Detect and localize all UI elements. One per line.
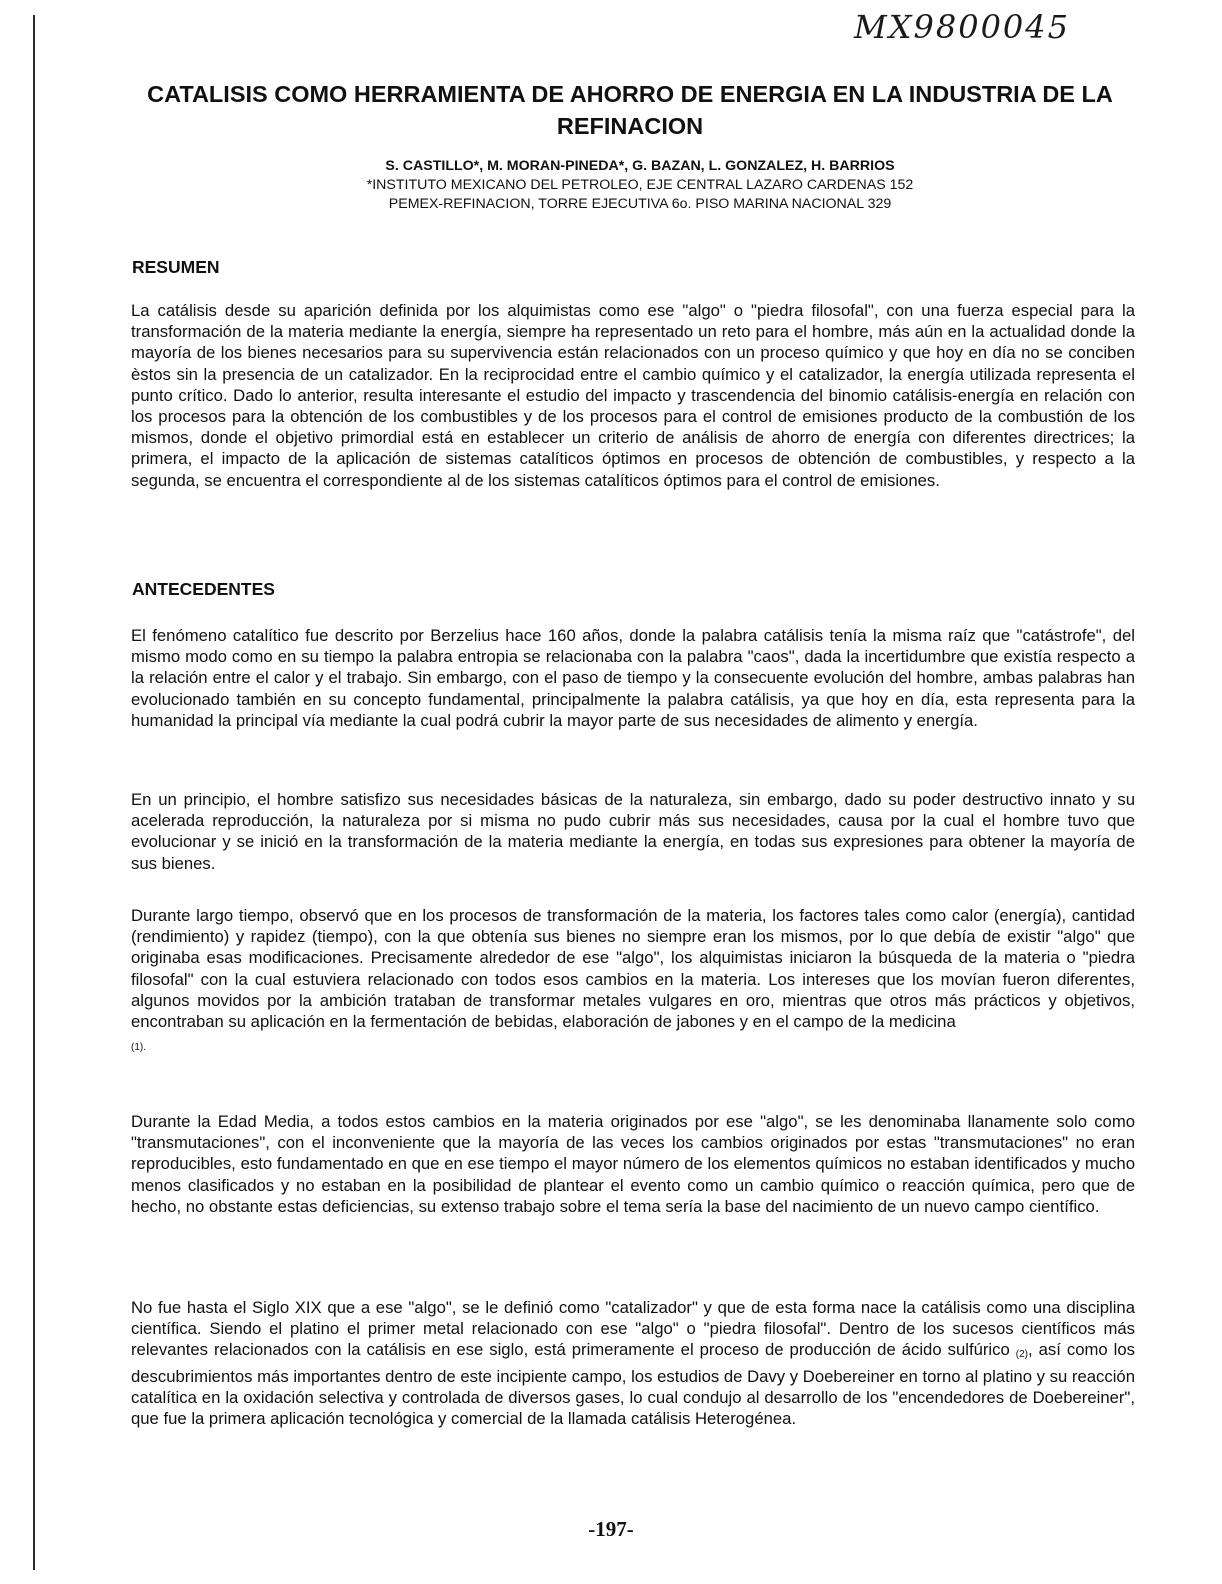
paragraph-text: , así como los descubrimientos más importantes dentro de este incipiente campo, los estudios de Davy y Doebereiner en torno al platino y su reacción catalítica en la oxidación selectiva y controlada de diversos gases, lo cual condujo al desarrollo de los "encendedores de Doebereiner", que fue la primera aplicación tecnológica y comercial de la llamada catálisis Heterogénea. xyxy=(131,1340,1136,1429)
author-names: S. CASTILLO*, M. MORAN-PINEDA*, G. BAZAN, L. GONZALEZ, H. BARRIOS xyxy=(385,158,895,174)
body-paragraph xyxy=(131,1297,1135,1429)
paragraph-text: Durante largo tiempo, observó que en los procesos de transformación de la materia, los factores tales como calor (energía), cantidad (rendimiento) y rapidez (tiempo), con la que obtenía sus bienes no siempre eran los mismos, por lo que debía de existir "algo" que originaba esas modificaciones. Precisamente alrededor de ese "algo", los alquimistas iniciaron la búsqueda de la materia o "piedra filosofal" con la cual estuviera relacionado con todos esos cambios en la materia. Los intereses que los movían fueron diferentes, algunos movidos por la ambición trataban de transformar metales vulgares en oro, mientras que otros más prácticos y objetivos, encontraban su aplicación en la fermentación de bebidas, elaboración de jabones y en el campo de la medicina xyxy=(131,906,1135,1032)
affiliation-line: *INSTITUTO MEXICANO DEL PETROLEO, EJE CENTRAL LAZARO CARDENAS 152 xyxy=(366,177,914,193)
citation-ref: (1). xyxy=(131,1042,146,1054)
handwritten-stamp: MX9800045 xyxy=(853,8,1070,46)
body-paragraph xyxy=(131,905,1135,1058)
citation-ref: (2) xyxy=(1015,1349,1028,1361)
body-paragraph: Durante la Edad Media, a todos estos cambios en la materia originados por ese "algo", se les denominaba llanamente solo como "transmutaciones", con el inconveniente que la mayoría de las veces los cambios originados por estas "transmutaciones" no eran reproducibles, esto fundamentado en que en ese tiempo el mayor número de los elementos químicos no estaban identificados y mucho menos clasificados y no estaban en la posibilidad de plantear el evento como un cambio químico o reacción química, pero que de hecho, no obstante estas deficiencias, su extenso trabajo sobre el tema sería la base del nacimiento de un nuevo campo científico. xyxy=(131,1112,1135,1216)
author-block xyxy=(280,157,1000,214)
paper-title: CATALISIS COMO HERRAMIENTA DE AHORRO DE ENERGIA EN LA INDUSTRIA DE LA REFINACION xyxy=(147,81,1113,139)
scan-edge-line xyxy=(33,15,35,1570)
section-heading-resumen: RESUMEN xyxy=(132,257,220,277)
section-heading-antecedentes: ANTECEDENTES xyxy=(132,579,275,599)
page-number: -197- xyxy=(588,1517,634,1541)
affiliation-line: PEMEX-REFINACION, TORRE EJECUTIVA 6o. PISO MARINA NACIONAL 329 xyxy=(388,196,892,212)
abstract-paragraph: La catálisis desde su aparición definida por los alquimistas como ese "algo" o "piedra filosofal", con una fuerza especial para la transformación de la materia mediante la energía, siempre ha representado un reto para el hombre, más aún en la actualidad donde la mayoría de los bienes necesarios para su supervivencia están relacionados con un proceso químico y que hoy en día no se conciben èstos sin la presencia de un catalizador. En la reciprocidad entre el cambio químico y el catalizador, la energía utilizada representa el punto crítico. Dado lo anterior, resulta interesante el estudio del impacto y trascendencia del binomio catálisis-energía en relación con los procesos para la obtención de los combustibles y de los procesos para el control de emisiones producto de la combustión de los mismos, donde el objetivo primordial está en establecer un criterio de análisis de ahorro de energía con diferentes directrices; la primera, el impacto de la aplicación de sistemas catalíticos óptimos en procesos de obtención de combustibles, y respecto a la segunda, se encuentra el correspondiente al de los sistemas catalíticos óptimos para el control de emisiones. xyxy=(131,301,1135,490)
paragraph-text: No fue hasta el Siglo XIX que a ese "algo", se le definió como "catalizador" y que de esta forma nace la catálisis como una disciplina científica. Siendo el platino el primer metal relacionado con ese "algo" o "piedra filosofal". Dentro de los sucesos científicos más relevantes relacionados con la catálisis en ese siglo, está primeramente el proceso de producción de ácido sulfúrico xyxy=(131,1298,1135,1360)
body-paragraph: El fenómeno catalítico fue descrito por Berzelius hace 160 años, donde la palabra catálisis tenía la misma raíz que "catástrofe", del mismo modo como en su tiempo la palabra entropia se relacionaba con la palabra "caos", dada la incertidumbre que existía respecto a la relación entre el calor y el trabajo. Sin embargo, con el paso de tiempo y la consecuente evolución del hombre, ambas palabras han evolucionado también en su concepto fundamental, principalmente la palabra catálisis, ya que hoy en día, esta representa para la humanidad la principal vía mediante la cual podrá cubrir la mayor parte de sus necesidades de alimento y energía. xyxy=(131,626,1135,730)
body-paragraph: En un principio, el hombre satisfizo sus necesidades básicas de la naturaleza, sin embargo, dado su poder destructivo innato y su acelerada reproducción, la naturaleza por si misma no pudo cubrir más sus necesidades, causa por la cual el hombre tuvo que evolucionar y se inició en la transformación de la materia mediante la energía, en todas sus expresiones para obtener la mayoría de sus bienes. xyxy=(131,790,1135,873)
